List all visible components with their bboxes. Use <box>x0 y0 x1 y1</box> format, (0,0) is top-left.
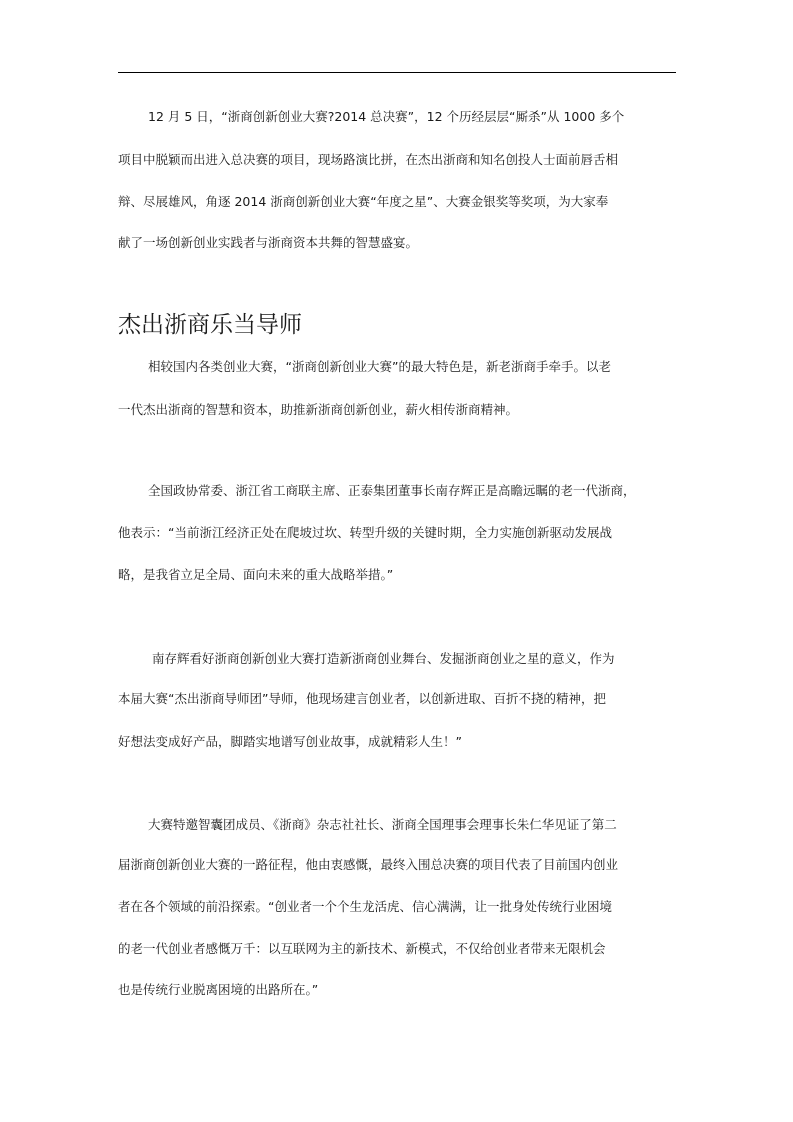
paragraph-5-line-4: 的老一代创业者感慨万千：以互联网为主的新技术、新模式，不仅给创业者带来无限机会 <box>118 941 606 956</box>
paragraph-5-line-3: 者在各个领域的前沿探索。“创业者一个个生龙活虎、信心满满，让一批身处传统行业困境 <box>118 899 612 914</box>
paragraph-1-line-3: 辩、尽展雄风，角逐 2014 浙商创新创业大赛“年度之星”、大赛金银奖等奖项，为大家奉 <box>118 194 609 209</box>
paragraph-5-line-1: 大赛特邀智囊团成员、《浙商》杂志社社长、浙商全国理事会理事长朱仁华见证了第二 <box>148 817 617 832</box>
paragraph-2-line-1: 相较国内各类创业大赛，“浙商创新创业大赛”的最大特色是，新老浙商手牵手。以老 <box>148 359 611 374</box>
header-rule <box>118 72 676 73</box>
section-heading: 杰出浙商乐当导师 <box>118 312 302 338</box>
paragraph-3-line-2: 他表示：“当前浙江经济正处在爬坡过坎、转型升级的关键时期，全力实施创新驱动发展战 <box>118 525 612 540</box>
paragraph-5-line-2: 届浙商创新创业大赛的一路征程，他由衷感慨，最终入围总决赛的项目代表了目前国内创业 <box>118 857 619 872</box>
paragraph-4-line-3: 好想法变成好产品，脚踏实地谱写创业故事，成就精彩人生！” <box>118 734 462 749</box>
paragraph-3-line-3: 略，是我省立足全局、面向未来的重大战略举措。” <box>118 567 394 582</box>
paragraph-3-line-1: 全国政协常委、浙江省工商联主席、正泰集团董事长南存辉正是高瞻远瞩的老一代浙商， <box>148 483 636 498</box>
paragraph-1-line-2: 项目中脱颖而出进入总决赛的项目，现场路演比拼，在杰出浙商和知名创投人士面前唇舌相 <box>118 152 619 167</box>
paragraph-4-line-2: 本届大赛“杰出浙商导师团”导师，他现场建言创业者，以创新进取、百折不挠的精神，把 <box>118 691 606 706</box>
paragraph-2-line-2: 一代杰出浙商的智慧和资本，助推新浙商创新创业，薪火相传浙商精神。 <box>118 402 519 417</box>
paragraph-5-line-5: 也是传统行业脱离困境的出路所在。” <box>118 982 319 997</box>
paragraph-4-line-1: 南存辉看好浙商创新创业大赛打造新浙商创业舞台、发掘浙商创业之星的意义，作为 <box>152 651 615 666</box>
paragraph-1-line-4: 献了一场创新创业实践者与浙商资本共舞的智慧盛宴。 <box>118 235 419 250</box>
paragraph-1-line-1: 12 月 5 日，“浙商创新创业大赛?2014 总决赛”，12 个历经层层“厮杀”从 1000 多个 <box>148 109 625 124</box>
